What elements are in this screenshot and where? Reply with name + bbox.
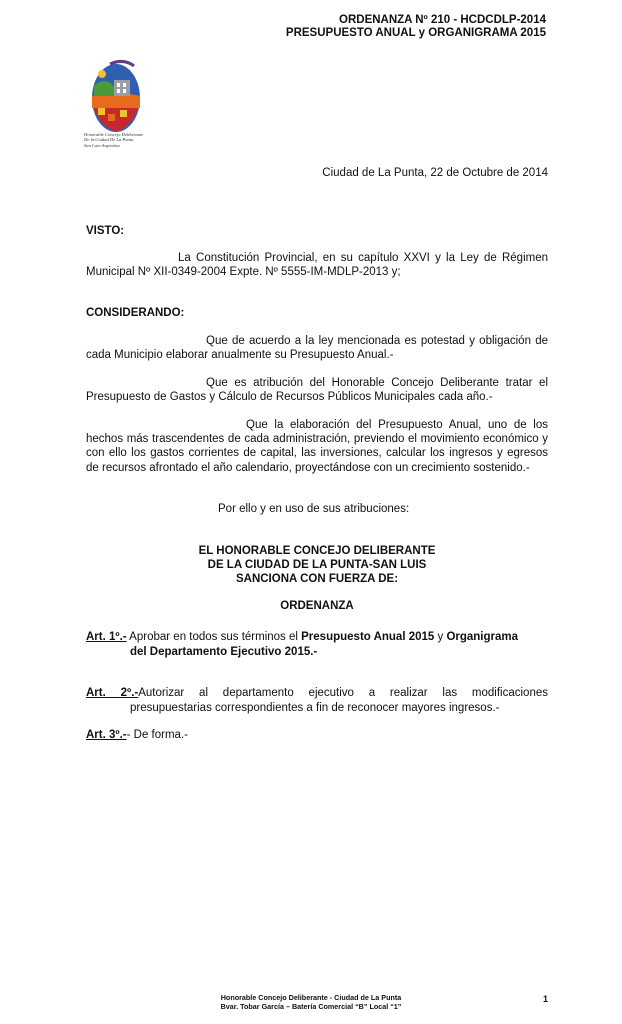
article-2	[86, 686, 548, 700]
visto-heading: VISTO:	[86, 225, 125, 237]
article-2-text: Autorizar al departamento ejecutivo a realizar las modificaciones	[138, 687, 548, 699]
considerando-heading: CONSIDERANDO:	[86, 307, 185, 319]
article-1-organigram: Organigrama	[446, 631, 519, 643]
page-number: 1	[542, 994, 548, 1004]
article-1-conjunction: y	[434, 631, 447, 643]
council-line: EL HONORABLE CONCEJO DELIBERANTE	[198, 545, 436, 557]
logo-caption-line: Honorable Concejo Deliberante	[84, 132, 144, 137]
article-3	[86, 728, 188, 742]
article-3-text: - De forma.-	[126, 729, 188, 741]
ordinance-number: ORDENANZA Nº 210 - HCDCDLP-2014	[339, 14, 546, 26]
date-line: Ciudad de La Punta, 22 de Octubre de 2014	[322, 167, 548, 179]
visto-text: La Constitución Provincial, en su capítulo XXVI y la Ley de Régimen Municipal Nº XII-0349-2004 Expte. Nº 5555-IM-MDLP-2013 y;	[86, 252, 548, 279]
considerando-paragraph-2: Que es atribución del Honorable Concejo Deliberante tratar el Presupuesto de Gastos y Cálculo de Recursos Públicos Municipales cada año.-	[86, 377, 548, 404]
considerando-paragraph-3: Que la elaboración del Presupuesto Anual, uno de los hechos más trascendentes de cada administración, previendo el movimiento económico y con ello los gastos corrientes de capital, las inversiones, calcular los ingresos y egresos de recursos afrontado el año calendario, proyectándose con un crecimiento sostenido.-	[86, 419, 548, 474]
article-2-continuation: presupuestarias correspondientes a fin de reconocer mayores ingresos.-	[130, 702, 500, 714]
closing-phrase: Por ello y en uso de sus atribuciones:	[218, 503, 410, 515]
footer-line: Bvar. Tobar García – Batería Comercial “B” Local “1”	[220, 1002, 402, 1011]
logo-caption-line: San Luis-Argentina	[84, 142, 120, 148]
document-header	[286, 14, 546, 40]
article-2-label: Art. 2º.-	[86, 687, 139, 699]
article-1-text: Aprobar en todos sus términos el	[126, 631, 302, 643]
considerando-paragraph-1: Que de acuerdo a la ley mencionada es potestad y obligación de cada Municipio elaborar anualmente su Presupuesto Anual.-	[86, 335, 548, 362]
footer-line: Honorable Concejo Deliberante - Ciudad de La Punta	[220, 993, 402, 1002]
ordinance-subject: PRESUPUESTO ANUAL y ORGANIGRAMA 2015	[285, 27, 546, 39]
article-1	[86, 630, 548, 644]
article-3-label: Art. 3º.-	[86, 729, 127, 741]
article-1-budget: Presupuesto Anual 2015	[301, 631, 435, 643]
article-1-label: Art. 1º.-	[86, 631, 127, 643]
logo-caption	[84, 132, 156, 148]
logo-caption-line: De la Ciudad De La Punta	[84, 137, 134, 143]
ordenanza-title: ORDENANZA	[280, 600, 354, 612]
council-emblem-icon	[84, 56, 156, 136]
council-line: DE LA CIUDAD DE LA PUNTA-SAN LUIS	[207, 559, 427, 572]
footer	[0, 993, 622, 1011]
article-1-continuation: del Departamento Ejecutivo 2015.-	[130, 646, 318, 658]
council-declaration	[86, 544, 548, 587]
council-line: SANCIONA CON FUERZA DE:	[235, 573, 399, 586]
